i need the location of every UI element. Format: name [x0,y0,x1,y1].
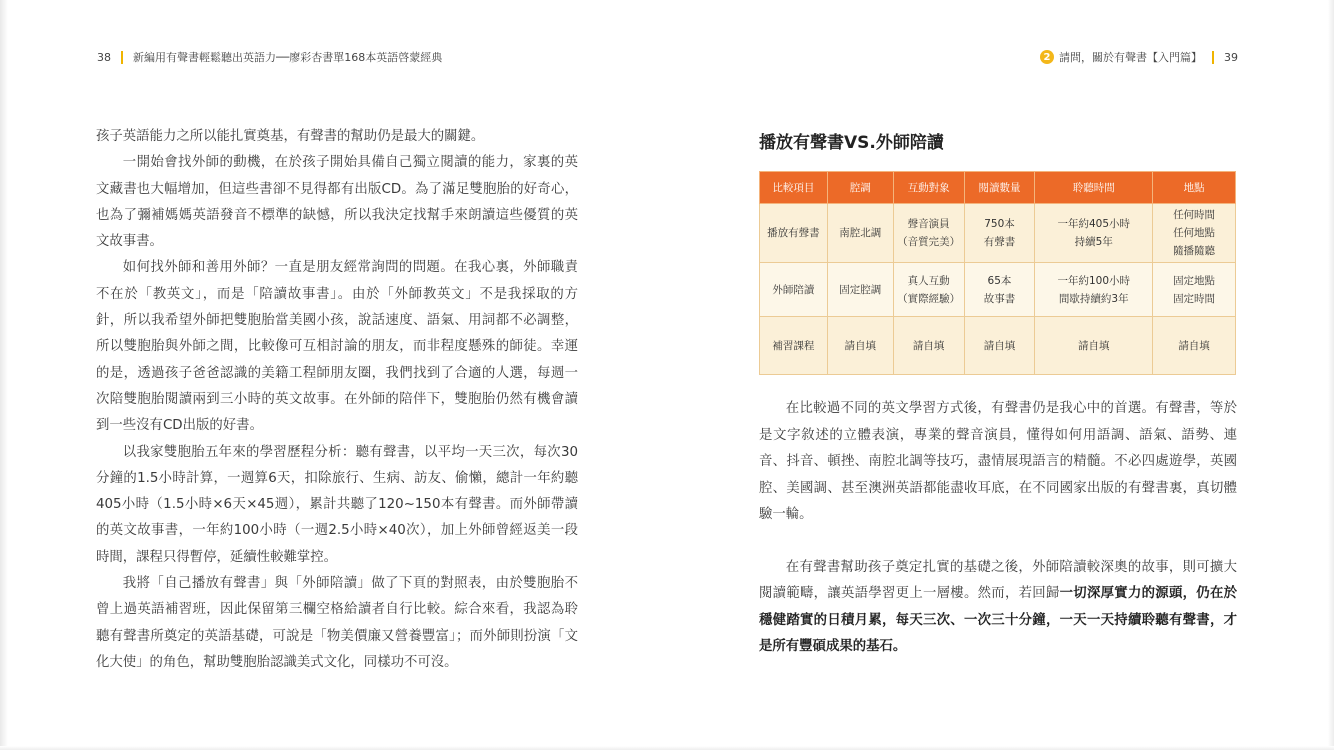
comparison-table [759,171,1236,375]
table-header-cell: 閱讀數量 [964,172,1035,204]
chapter-number-badge: 2 [1040,50,1054,64]
table-header-cell: 地點 [1153,172,1236,204]
paragraph: 孩子英語能力之所以能扎實奠基，有聲書的幫助仍是最大的關鍵。 [96,129,485,144]
paragraph: 如何找外師和善用外師？一直是朋友經常詢問的問題。在我心裏，外師職責不在於「教英文」，而是「陪讀故事書」。由於「外師教英文」不是我採取的方針，所以我希望外師把雙胞胎當美國小孩，說話速度、語氣、用詞都不必調整，所以雙胞胎與外師之間，比較像可互相討論的朋友，而非程度懸殊的師徒。幸運的是，透過孩子爸爸認識的美籍工程師朋友圈，我們找到了合適的人選，每週一次陪雙胞胎閱讀兩到三小時的英文故事。在外師的陪伴下，雙胞胎仍然有機會讀到一些沒有CD出版的好書。 [96,260,578,434]
left-running-title: 新編用有聲書輕鬆聽出英語力──廖彩杏書單168本英語啓蒙經典 [133,51,443,64]
bottom-edge-shadow [0,746,1334,750]
paragraph: 以我家雙胞胎五年來的學習歷程分析：聽有聲書，以平均一天三次，每次30分鐘的1.5小時計算，一週算6天，扣除旅行、生病、訪友、偷懶，總計一年約聽405小時（1.5小時×6天×45週），累計共聽了120~150本有聲書。而外師帶讀的英文故事書，一年約100小時（一週2.5小時×40次），加上外師曾經返美一段時間，課程只得暫停，延續性較難掌控。 [96,444,578,565]
table-cell: 一年約405小時 持續5年 [1035,204,1153,263]
table-header-cell: 腔調 [827,172,893,204]
right-page-header [1040,49,1238,65]
table-header-cell: 比較項目 [760,172,828,204]
left-page-body [96,124,578,676]
section-title: 播放有聲書VS.外師陪讀 [759,133,944,153]
left-page-number: 38 [97,50,111,64]
table-header-cell: 互動對象 [893,172,964,204]
table-row [760,204,1236,263]
table-cell: 65本 故事書 [964,263,1035,317]
header-divider [1212,51,1214,64]
table-cell: 外師陪讀 [760,263,828,317]
table-cell: 請自填 [827,317,893,375]
table-row [760,317,1236,375]
table-cell: 750本 有聲書 [964,204,1035,263]
paragraph-gap [759,529,1237,555]
table-cell: 固定腔調 [827,263,893,317]
table-header-row [760,172,1236,204]
paragraph: 一開始會找外師的動機，在於孩子開始具備自己獨立閱讀的能力，家裏的英文藏書也大幅增加，但這些書卻不見得都有出版CD。為了滿足雙胞胎的好奇心，也為了彌補媽媽英語發音不標準的缺憾，所以我決定找幫手來朗讀這些優質的英文故事書。 [96,155,578,250]
paragraph-text: 在有聲書幫助孩子奠定扎實的基礎之後，外師陪讀較深奧的故事，則可擴大閱讀範疇，讓英語學習更上一層樓。然而，若回歸 [759,559,1237,601]
table-cell: 播放有聲書 [760,204,828,263]
table-cell: 一年約100小時 間歇持續約3年 [1035,263,1153,317]
left-edge-shadow [0,0,8,750]
table-cell: 補習課程 [760,317,828,375]
header-divider [121,51,123,64]
left-page-header [97,49,442,65]
table-cell: 真人互動 （實際經驗） [893,263,964,317]
table-header-cell: 聆聽時間 [1035,172,1153,204]
paragraph: 在比較過不同的英文學習方式後，有聲書仍是我心中的首選。有聲書，等於是文字敘述的立體表演，專業的聲音演員，懂得如何用語調、語氣、語勢、連音、抖音、頓挫、南腔北調等技巧，盡情展現語言的精髓。不必四處遊學，英國腔、美國調、甚至澳洲英語都能盡收耳底，在不同國家出版的有聲書裏，真切體驗一輪。 [759,401,1237,522]
right-page-body [759,396,1237,661]
paragraph: 我將「自己播放有聲書」與「外師陪讀」做了下頁的對照表，由於雙胞胎不曾上過英語補習班，因此保留第三欄空格給讀者自行比較。綜合來看，我認為聆聽有聲書所奠定的英語基礎，可說是「物美價廉又營養豐富」；而外師則扮演「文化大使」的角色，幫助雙胞胎認識美式文化，同樣功不可沒。 [96,576,578,670]
table-cell: 請自填 [893,317,964,375]
right-edge-shadow [1328,0,1334,750]
table-row [760,263,1236,317]
table-cell: 固定地點 固定時間 [1153,263,1236,317]
right-running-title: 請問，關於有聲書【入門篇】 [1059,51,1202,64]
table-cell: 南腔北調 [827,204,893,263]
paragraph [759,555,1237,661]
table-cell: 請自填 [964,317,1035,375]
table-cell: 聲音演員 （音質完美） [893,204,964,263]
table-cell: 請自填 [1035,317,1153,375]
table-cell: 請自填 [1153,317,1236,375]
right-page-number: 39 [1224,50,1238,64]
emphasized-text: 一切深厚實力的源頭，仍在於穩健踏實的日積月累，每天三次、一次三十分鐘，一天一天持續聆聽有聲書，才是所有豐碩成果的基石。 [759,586,1238,654]
table-cell: 任何時間 任何地點 隨播隨聽 [1153,204,1236,263]
